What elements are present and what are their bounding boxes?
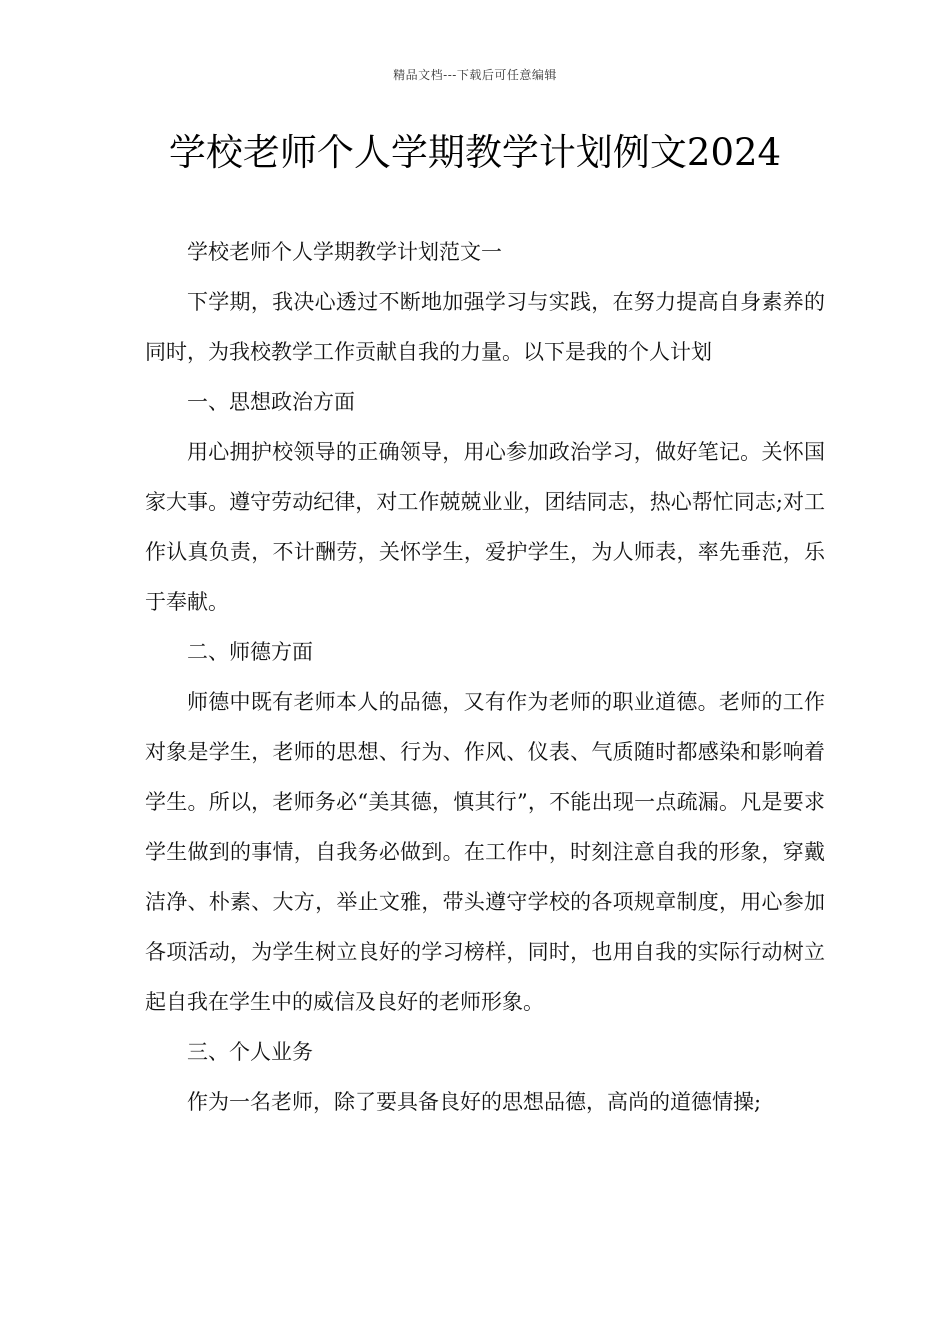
paragraph-intro: 下学期，我决心透过不断地加强学习与实践，在努力提高自身素养的同时，为我校教学工作贡献自我的力量。以下是我的个人计划 bbox=[145, 290, 825, 364]
paragraph-heading-ethics: 二、师德方面 bbox=[187, 640, 313, 664]
paragraph-section-heading: 学校老师个人学期教学计划范文一 bbox=[187, 240, 502, 264]
header-note: 精品文档---下载后可任意编辑 bbox=[393, 68, 557, 82]
paragraph-business: 作为一名老师，除了要具备良好的思想品德，高尚的道德情操; bbox=[187, 1090, 762, 1114]
document-body bbox=[145, 227, 825, 1127]
paragraph-heading-politics: 一、思想政治方面 bbox=[187, 390, 355, 414]
paragraph-politics: 用心拥护校领导的正确领导，用心参加政治学习，做好笔记。关怀国家大事。遵守劳动纪律，对工作兢兢业业，团结同志，热心帮忙同志;对工作认真负责，不计酬劳，关怀学生，爱护学生，为人师表，率先垂范，乐于奉献。 bbox=[145, 440, 825, 614]
paragraph-heading-business: 三、个人业务 bbox=[187, 1040, 313, 1064]
paragraph-ethics: 师德中既有老师本人的品德，又有作为老师的职业道德。老师的工作对象是学生，老师的思想、行为、作风、仪表、气质随时都感染和影响着学生。所以，老师务必“美其德，慎其行”，不能出现一点疏漏。凡是要求学生做到的事情，自我务必做到。在工作中，时刻注意自我的形象，穿戴洁净、朴素、大方，举止文雅，带头遵守学校的各项规章制度，用心参加各项活动，为学生树立良好的学习榜样，同时，也用自我的实际行动树立起自我在学生中的威信及良好的老师形象。 bbox=[145, 690, 825, 1014]
document-title: 学校老师个人学期教学计划例文2024 bbox=[168, 131, 782, 174]
